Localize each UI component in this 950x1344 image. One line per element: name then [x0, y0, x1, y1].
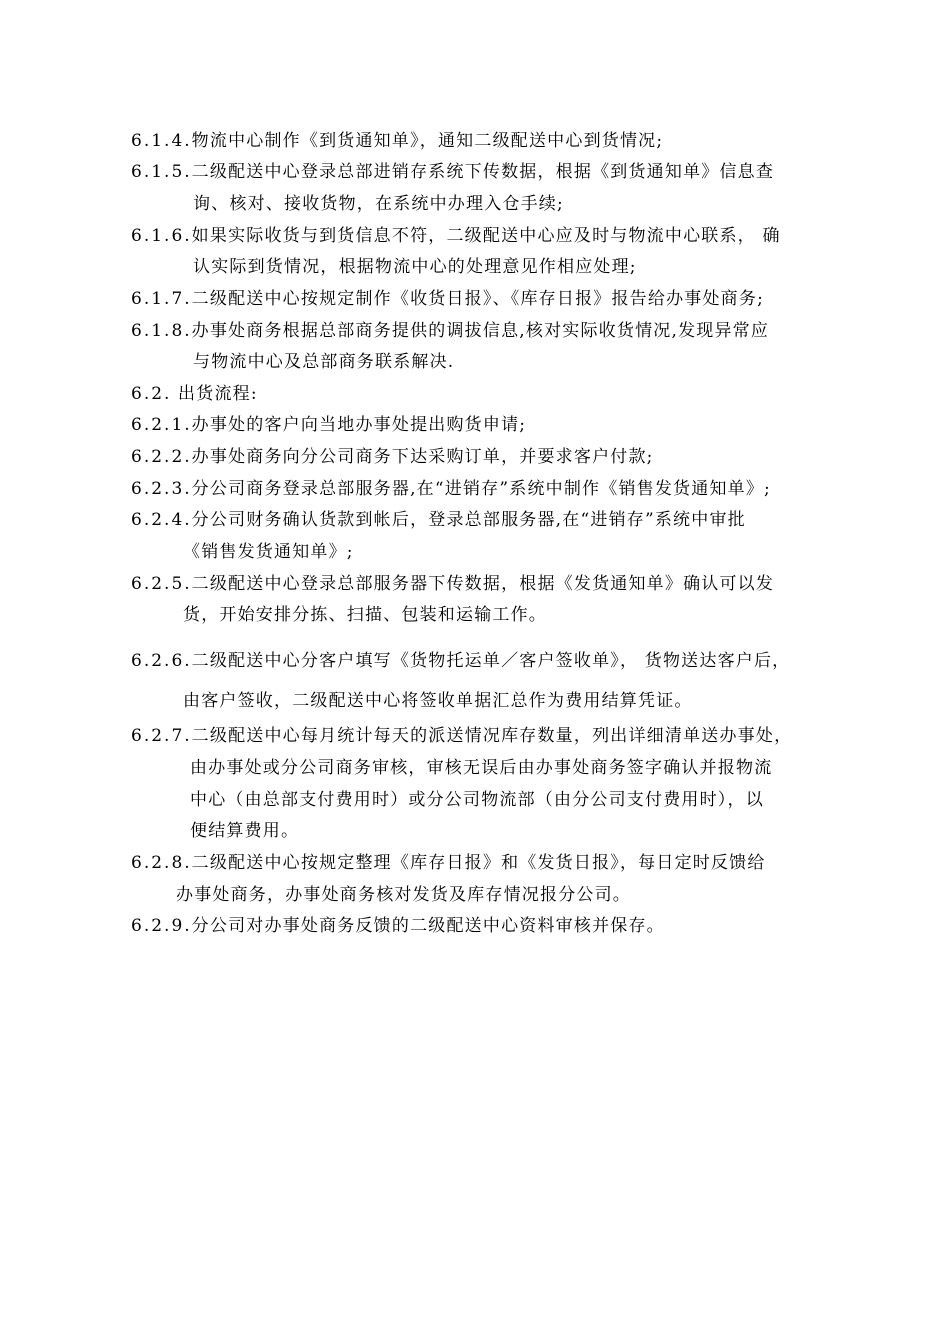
- paragraph-line: [131, 414, 526, 436]
- section-title: 出货流程:: [171, 384, 258, 404]
- paragraph-continuation: 认实际到货情况，根据物流中心的处理意见作相应处理;: [193, 257, 637, 277]
- paragraph-line: [131, 161, 774, 183]
- section-number: 6.1.6.: [131, 226, 192, 246]
- section-number: 6.2.2.: [131, 447, 192, 467]
- section-number: 6.2.: [131, 384, 172, 404]
- section-number: 6.2.4.: [131, 510, 192, 530]
- paragraph-text: 二级配送中心分客户填写《货物托运单／客户签收单》， 货物送达客户后，: [191, 651, 791, 671]
- section-number: 6.2.5.: [131, 574, 192, 594]
- paragraph-text: 二级配送中心按规定整理《库存日报》和《发货日报》，每日定时反馈给: [191, 853, 766, 873]
- paragraph-continuation: 由办事处或分公司商务审核，审核无误后由办事处商务签字确认并报物流: [190, 758, 773, 778]
- section-number: 6.1.7.: [131, 289, 192, 309]
- paragraph-text: 办事处商务向分公司商务下达采购订单，并要求客户付款;: [191, 447, 654, 467]
- paragraph-line: [131, 915, 665, 937]
- section-number: 6.2.1.: [131, 415, 192, 435]
- section-number: 6.1.4.: [131, 131, 192, 151]
- paragraph-line: [131, 288, 764, 310]
- paragraph-text: 二级配送中心按规定制作《收货日报》、《库存日报》报告给办事处商务;: [191, 289, 764, 309]
- paragraph-line: [131, 225, 781, 247]
- section-number: 6.2.3.: [131, 479, 192, 499]
- paragraph-text: 分公司对办事处商务反馈的二级配送中心资料审核并保存。: [191, 916, 665, 936]
- paragraph-continuation: 货，开始安排分拣、扫描、包装和运输工作。: [183, 605, 547, 625]
- section-number: 6.1.8.: [131, 321, 192, 341]
- paragraph-text: 二级配送中心每月统计每天的派送情况库存数量，列出详细清单送办事处，: [191, 726, 793, 746]
- paragraph-line: [131, 852, 766, 874]
- paragraph-text: 物流中心制作《到货通知单》，通知二级配送中心到货情况;: [191, 131, 664, 151]
- paragraph-text: 分公司商务登录总部服务器,在“进销存”系统中制作《销售发货通知单》;: [191, 479, 771, 499]
- section-number: 6.1.5.: [131, 162, 192, 182]
- section-number: 6.2.6.: [131, 651, 192, 671]
- paragraph-continuation: 由客户签收，二级配送中心将签收单据汇总作为费用结算凭证。: [183, 691, 693, 711]
- paragraph-text: 办事处的客户向当地办事处提出购货申请;: [191, 415, 527, 435]
- paragraph-text: 办事处商务根据总部商务提供的调拔信息,核对实际收货情况,发现异常应: [191, 321, 770, 341]
- paragraph-line: [131, 650, 790, 672]
- paragraph-continuation: 与物流中心及总部商务联系解决.: [193, 352, 455, 372]
- section-number: 6.2.9.: [131, 916, 192, 936]
- paragraph-line: [131, 446, 654, 468]
- paragraph-line: [131, 573, 774, 595]
- section-number: 6.2.7.: [131, 726, 192, 746]
- paragraph-text: 分公司财务确认货款到帐后，登录总部服务器,在“进销存”系统中审批: [191, 510, 746, 530]
- paragraph-continuation: 办事处商务，办事处商务核对发货及库存情况报分公司。: [176, 885, 631, 905]
- paragraph-continuation: 便结算费用。: [190, 821, 300, 841]
- paragraph-continuation: 中心（由总部支付费用时）或分公司物流部（由分公司支付费用时），以: [190, 790, 764, 810]
- paragraph-line: [131, 725, 792, 747]
- paragraph-line: [131, 320, 769, 342]
- paragraph-continuation: 询、核对、接收货物，在系统中办理入仓手续;: [193, 194, 564, 214]
- paragraph-line: [131, 509, 746, 531]
- paragraph-text: 二级配送中心登录总部服务器下传数据，根据《发货通知单》确认可以发: [191, 574, 775, 594]
- section-number: 6.2.8.: [131, 853, 192, 873]
- paragraph-text: 二级配送中心登录总部进销存系统下传数据，根据《到货通知单》信息查: [191, 162, 775, 182]
- paragraph-line: [131, 478, 771, 500]
- section-heading: [131, 383, 258, 405]
- paragraph-text: 如果实际收货与到货信息不符，二级配送中心应及时与物流中心联系， 确: [191, 226, 781, 246]
- paragraph-continuation: 《销售发货通知单》;: [183, 542, 354, 562]
- paragraph-line: [131, 130, 663, 152]
